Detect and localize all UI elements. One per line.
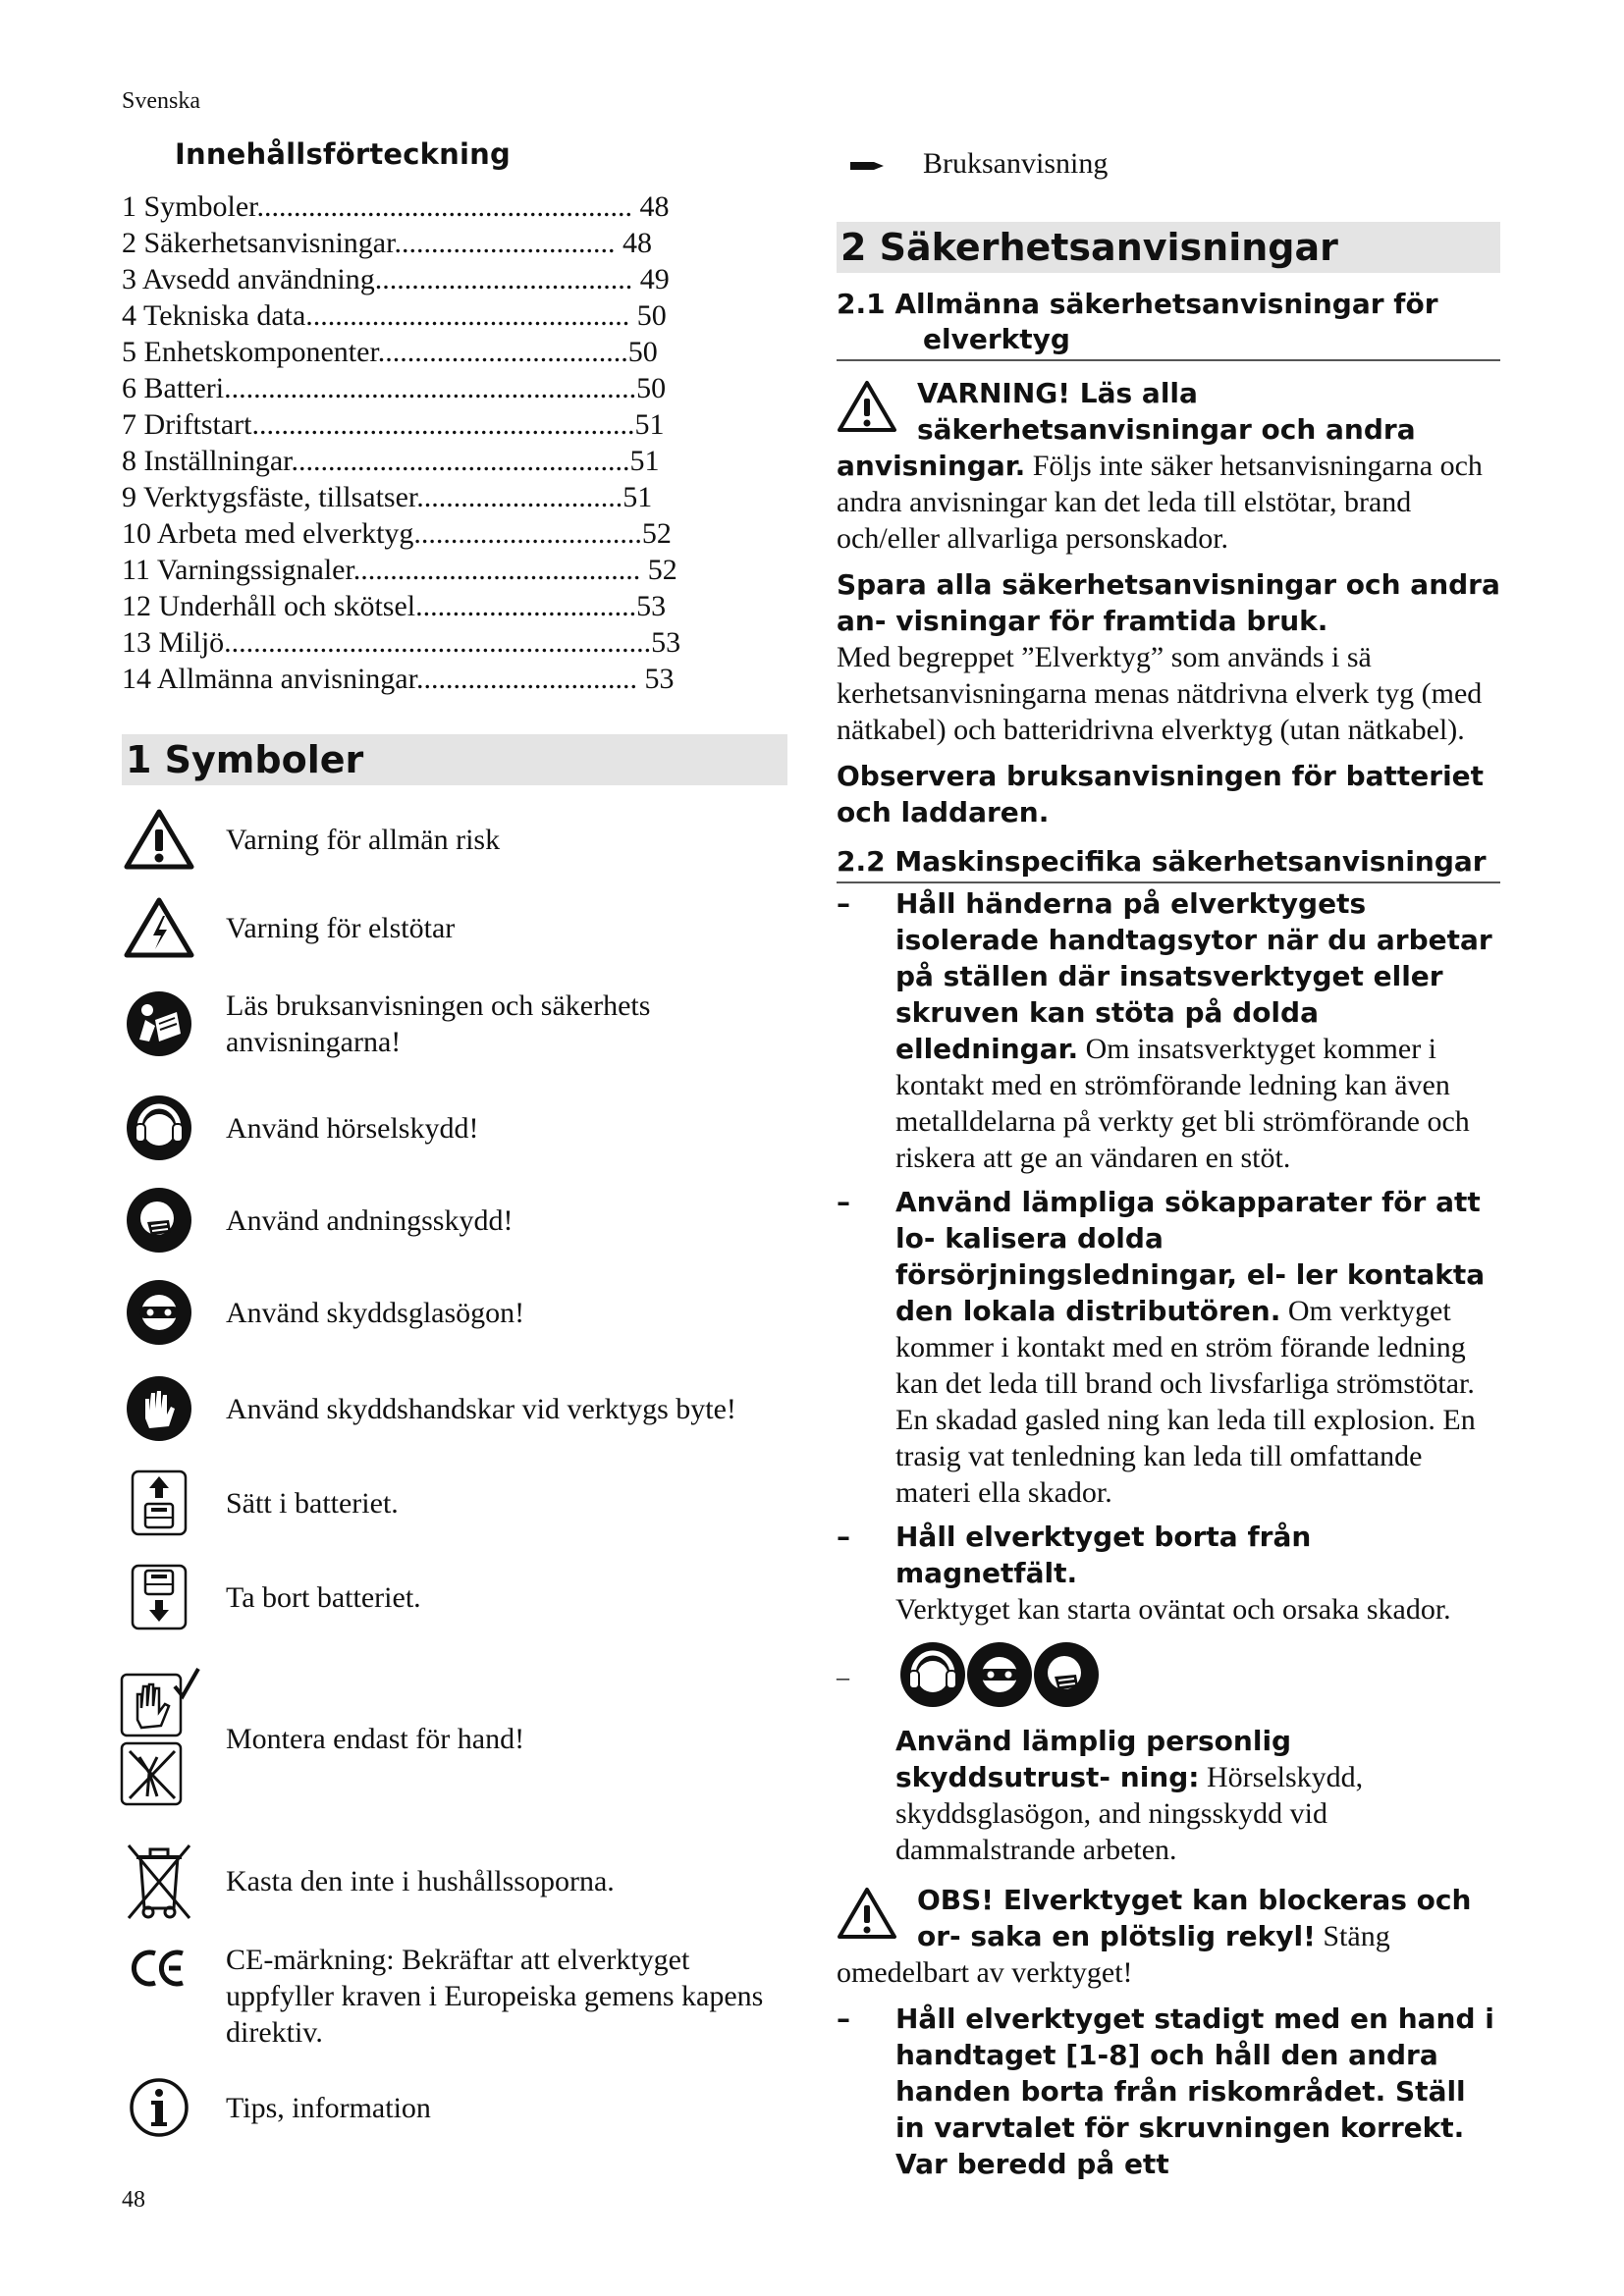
crossed-bin-icon [122, 1840, 196, 1922]
item-4-bold: Använd lämplig personlig skyddsutrust- ning: [895, 1725, 1292, 1793]
insert-battery-icon [122, 1468, 196, 1537]
symbol-label: Läs bruksanvisningen och säkerhets anvisningarna! [226, 989, 651, 1058]
list-item [122, 1278, 787, 1347]
save-instructions: Spara alla säkerhetsanvisningar och andra an- visningar för framtida bruk. [837, 568, 1500, 637]
symbol-label: Använd skyddsglasögon! [226, 1296, 525, 1329]
toc-item: 13 Miljö..........................................................53 [122, 626, 681, 659]
definition-text: Med begreppet ”Elverktyg” som används i sä kerhetsanvisningarna menas nätdrivna elverk tyg (med nätkabel) och batteridrivna elverktyg (utan nätkabel). [837, 641, 1483, 746]
obs-heading: OBS! Elverktyget kan blockeras och or- saka en plötslig rekyl! [917, 1884, 1472, 1952]
manual-reference [837, 147, 1500, 181]
toc-item: 1 Symboler................................................... 48 [122, 190, 670, 223]
ppe-icons-row [837, 1641, 1500, 1713]
list-item [122, 1372, 787, 1445]
list-item [122, 1468, 787, 1537]
toc-item: 11 Varningssignaler....................................... 52 [122, 554, 677, 586]
list-item [122, 807, 787, 872]
dash-marker: – [837, 887, 850, 920]
list-item [122, 1840, 787, 1922]
symbol-label: Tips, information [226, 2091, 431, 2124]
page-number: 48 [122, 2187, 145, 2213]
hearing-protection-icon [899, 1641, 966, 1713]
symbol-label: Sätt i batteriet. [226, 1486, 399, 1520]
toc-item: 3 Avsedd användning................................... 49 [122, 263, 670, 295]
remove-battery-icon [122, 1563, 196, 1631]
toc-item: 10 Arbeta med elverktyg...............................52 [122, 517, 672, 550]
list-item [122, 895, 787, 960]
ce-mark-icon [122, 1948, 196, 1989]
warning-triangle-icon [837, 379, 899, 436]
toc-item: 7 Driftstart....................................................51 [122, 408, 665, 441]
toc-item: 12 Underhåll och skötsel..............................53 [122, 590, 667, 622]
toc-item: 6 Batteri........................................................50 [122, 372, 667, 404]
electric-shock-warning-icon [122, 896, 196, 959]
dash-marker: – [837, 2002, 850, 2035]
item-5-bold: Håll elverktyget stadigt med en hand i handtaget [1-8] och håll den andra handen borta från riskområdet. Ställ in varvtalet för skruvningen korrekt. Var beredd på ett [895, 2002, 1494, 2180]
language-label: Svenska [122, 88, 200, 114]
symbol-label: Varning för elstötar [226, 911, 456, 944]
item-2-bold: Använd lämpliga sökapparater för att lo- kalisera dolda försörjningsledningar, el- ler kontakta den lokala distributören. [895, 1186, 1486, 1327]
symbols-heading: 1 Symboler [122, 734, 787, 785]
item-4-text: Hörselskydd, skyddsglasögon, and ningsskydd vid dammalstrande arbeten. [895, 1761, 1364, 1866]
ppe-instruction [837, 1723, 1500, 1868]
list-item [122, 988, 787, 1060]
observe-manual-text: Observera bruksanvisningen för batteriet och laddaren. [837, 760, 1485, 828]
list-item [837, 2001, 1500, 2182]
list-item [837, 1519, 1500, 1628]
list-item [837, 1184, 1500, 1511]
symbol-label: Använd skyddshandskar vid verktygs byte! [226, 1392, 736, 1425]
symbol-label: Ta bort batteriet. [226, 1580, 421, 1614]
hearing-protection-icon [122, 1095, 196, 1161]
list-item [122, 1665, 787, 1812]
warning-block [837, 375, 1500, 557]
symbol-label: Använd hörselskydd! [226, 1111, 479, 1145]
toc-item: 14 Allmänna anvisningar.............................. 53 [122, 663, 675, 695]
item-2-text: Om verktyget kommer i kontakt med en ström förande ledning kan det leda till brand och livsfarliga strömstötar. En skadad gasled ning kan leda till explosion. En trasig vat tenledning kan leda till omfattande materi ella skador. [895, 1295, 1476, 1509]
mount-by-hand-icon [122, 1665, 196, 1812]
subsection-2-2-heading: 2.2 Maskinspecifika säkerhetsanvisningar [837, 844, 1500, 883]
respiratory-protection-icon [122, 1187, 196, 1254]
safety-glasses-icon [966, 1641, 1033, 1713]
toc-item: 2 Säkerhetsanvisningar.............................. 48 [122, 227, 652, 259]
toc-item: 9 Verktygsfäste, tillsatser............................51 [122, 481, 653, 513]
warning-triangle-icon [837, 1886, 899, 1943]
item-1-bold: Håll händerna på elverktygets isolerade handtagsytor när du arbetar på ställen där insatsverktyget eller skruven kan stöta på dolda elledningar. [895, 887, 1492, 1065]
symbol-label: Varning för allmän risk [226, 823, 501, 856]
list-item [837, 885, 1500, 1176]
item-3-text: Verktyget kan starta oväntat och orsaka skador. [895, 1593, 1451, 1626]
toc-title: Innehållsförteckning [175, 137, 511, 171]
respiratory-protection-icon [1033, 1641, 1100, 1713]
dash-marker: – [837, 1186, 850, 1218]
manual-label: Bruksanvisning [923, 147, 1109, 180]
toc-item: 4 Tekniska data............................................ 50 [122, 299, 667, 332]
subsection-2-1-line2: elverktyg [923, 323, 1070, 355]
pointer-arrow-icon [850, 147, 884, 181]
symbol-label: Använd andningsskydd! [226, 1203, 514, 1237]
subsection-2-1-heading [837, 287, 1500, 361]
list-item [122, 1563, 787, 1631]
obs-text: Stäng omedelbart av verktyget! [837, 1920, 1390, 1989]
item-3-bold: Håll elverktyget borta från magnetfält. [895, 1521, 1312, 1589]
safety-glasses-icon [122, 1279, 196, 1346]
symbol-label: CE-märkning: Bekräftar att elverktyget uppfyller kraven i Europeiska gemens kapens direktiv. [226, 1944, 764, 2049]
dash-marker: – [837, 1521, 850, 1553]
list-item [122, 1942, 787, 2051]
toc-item: 8 Inställningar..............................................51 [122, 445, 660, 477]
read-manual-icon [122, 990, 196, 1057]
general-warning-icon [122, 808, 196, 871]
list-item [122, 2076, 787, 2139]
symbols-list [122, 807, 787, 2139]
toc-item: 5 Enhetskomponenter..................................50 [122, 336, 658, 368]
warning-text: Följs inte säker hetsanvisningarna och andra anvisningar kan det leda till elstötar, brand och/eller allvarliga personskador. [837, 450, 1483, 555]
protective-gloves-icon [122, 1375, 196, 1442]
symbol-label: Kasta den inte i hushållssoporna. [226, 1864, 615, 1897]
dash-marker: – [837, 1662, 849, 1691]
section-2-heading: 2 Säkerhetsanvisningar [837, 222, 1500, 273]
table-of-contents [122, 188, 787, 697]
warning-heading: VARNING! Läs alla säkerhetsanvisningar och andra anvisningar. [837, 377, 1416, 482]
item-1-text: Om insatsverktyget kommer i kontakt med en strömförande ledning kan även metalldelarna på verkty get bli strömförande och riskera att ge an vändaren en stöt. [895, 1033, 1470, 1174]
list-item [122, 1186, 787, 1255]
obs-warning-block [837, 1882, 1500, 1991]
symbol-label: Montera endast för hand! [226, 1722, 525, 1755]
subsection-2-1-line1: 2.1 Allmänna säkerhetsanvisningar för [837, 288, 1438, 320]
info-icon [122, 2077, 196, 2138]
list-item [122, 1094, 787, 1162]
